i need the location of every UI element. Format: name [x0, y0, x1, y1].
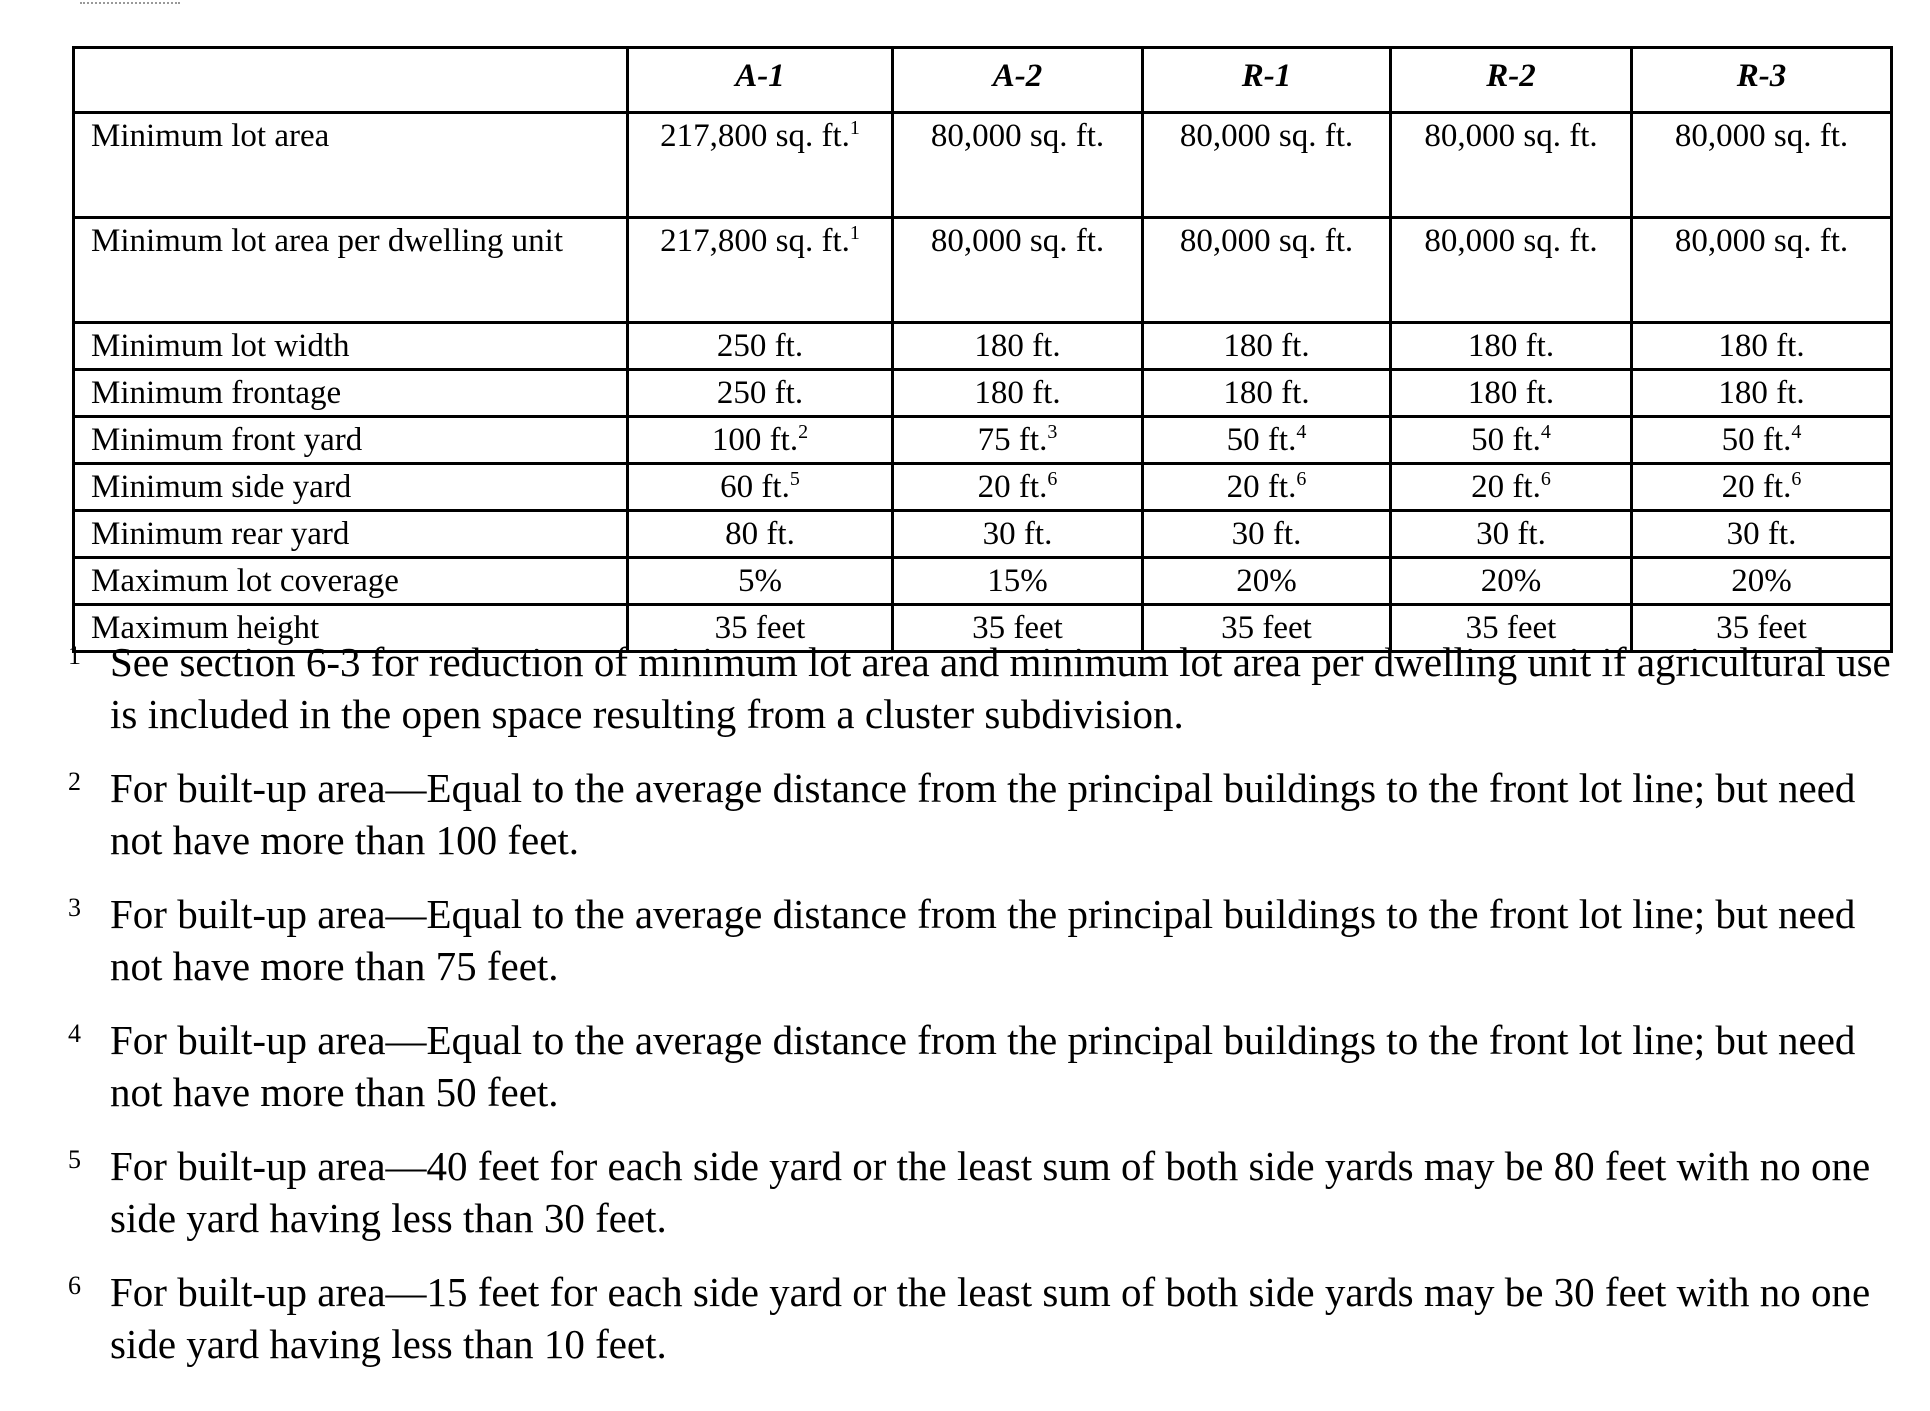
- table-cell: [1391, 558, 1632, 605]
- cell-value: 35 feet: [972, 610, 1063, 646]
- footnote-reference: 4: [1540, 421, 1551, 443]
- table-cell: [628, 218, 893, 323]
- cell-value: 80,000 sq. ft.: [930, 118, 1105, 154]
- table-cell: [1391, 464, 1632, 511]
- cell-value: 180 ft.: [1718, 328, 1805, 364]
- cell-value: 20 ft.: [977, 469, 1048, 505]
- footnote-text: For built-up area—Equal to the average distance from the principal buildings to the front lot line; but need not have more than 75 feet.: [110, 891, 1856, 989]
- footnote-mark: 2: [68, 767, 81, 796]
- cell-value: 35 feet: [1221, 610, 1312, 646]
- footnote: [60, 636, 1900, 740]
- footnote-text: For built-up area—15 feet for each side yard or the least sum of both side yards may be 30 feet with no one side yard having less than 10 feet.: [110, 1269, 1871, 1367]
- table-body: [74, 113, 1892, 652]
- cell-value: 80 ft.: [725, 516, 795, 552]
- table-cell: [1391, 113, 1632, 218]
- table-cell: [893, 323, 1143, 370]
- cell-value: 250 ft.: [716, 328, 804, 364]
- cell-value: 30 ft.: [982, 516, 1053, 552]
- cell-value: 20%: [1236, 563, 1297, 599]
- header-cell-a2: A-2: [893, 48, 1143, 113]
- footnote-mark: 4: [68, 1019, 81, 1048]
- cell-value: 250 ft.: [716, 375, 804, 411]
- table-row: [74, 511, 1892, 558]
- cell-value: 80,000 sq. ft.: [930, 223, 1105, 259]
- cell-value: 80,000 sq. ft.: [1424, 223, 1598, 259]
- table-cell: [1391, 370, 1632, 417]
- row-label: Minimum lot width: [74, 323, 628, 370]
- table-cell: [1632, 558, 1892, 605]
- table-cell: [1143, 464, 1391, 511]
- row-label: Maximum lot coverage: [74, 558, 628, 605]
- footnote-mark: 5: [68, 1145, 81, 1174]
- cell-value: 100 ft.: [711, 422, 799, 458]
- footnote-reference: 1: [849, 222, 860, 244]
- footnote-mark: 3: [68, 893, 81, 922]
- cell-value: 60 ft.: [720, 469, 790, 505]
- row-label: Minimum rear yard: [74, 511, 628, 558]
- cell-value: 5%: [738, 563, 782, 599]
- footnote-mark: 1: [68, 641, 81, 670]
- header-cell-a1: A-1: [628, 48, 893, 113]
- table-cell: [1143, 370, 1391, 417]
- cell-value: 30 ft.: [1476, 516, 1546, 552]
- table-cell: [1143, 218, 1391, 323]
- table-row: [74, 464, 1892, 511]
- footnote-reference: 2: [798, 421, 809, 443]
- cell-value: 30 ft.: [1231, 516, 1302, 552]
- table-cell: [1632, 218, 1892, 323]
- footnote-text: For built-up area—40 feet for each side yard or the least sum of both side yards may be 80 feet with no one side yard having less than 30 feet.: [110, 1143, 1871, 1241]
- footnote-reference: 4: [1296, 421, 1307, 443]
- footnote-reference: 4: [1791, 421, 1802, 443]
- table-cell: [628, 417, 893, 464]
- table-row: [74, 113, 1892, 218]
- header-cell-blank: [74, 48, 628, 113]
- cell-value: 30 ft.: [1726, 516, 1797, 552]
- row-label: Minimum front yard: [74, 417, 628, 464]
- cell-value: 180 ft.: [974, 328, 1061, 364]
- cell-value: 50 ft.: [1721, 422, 1792, 458]
- footnote: [60, 888, 1900, 992]
- footnote-reference: 5: [789, 468, 800, 490]
- table-cell: [1391, 323, 1632, 370]
- table-cell: [893, 218, 1143, 323]
- table-cell: [893, 511, 1143, 558]
- header-cell-r3: R-3: [1632, 48, 1892, 113]
- footnote-reference: 3: [1047, 421, 1058, 443]
- table-cell: [893, 417, 1143, 464]
- cell-value: 180 ft.: [1718, 375, 1805, 411]
- table-cell: [1143, 113, 1391, 218]
- cell-value: 20 ft.: [1471, 469, 1541, 505]
- table-cell: [1391, 511, 1632, 558]
- footnotes: [60, 636, 1900, 1392]
- table-cell: [893, 558, 1143, 605]
- cell-value: 50 ft.: [1471, 422, 1541, 458]
- table-cell: [893, 370, 1143, 417]
- cell-value: 20 ft.: [1721, 469, 1792, 505]
- table-cell: [628, 113, 893, 218]
- table-cell: [1391, 417, 1632, 464]
- dimensional-requirements-table: [72, 46, 1893, 653]
- table-cell: [628, 511, 893, 558]
- table-cell: [1143, 558, 1391, 605]
- cell-value: 35 feet: [1716, 610, 1807, 646]
- table-cell: [1143, 323, 1391, 370]
- cell-value: 217,800 sq. ft.: [660, 223, 850, 259]
- cell-value: 180 ft.: [1223, 375, 1310, 411]
- cell-value: 80,000 sq. ft.: [1424, 118, 1598, 154]
- cell-value: 180 ft.: [1223, 328, 1310, 364]
- row-label: Minimum lot area per dwelling unit: [74, 218, 628, 323]
- table-row: [74, 323, 1892, 370]
- row-label: Minimum side yard: [74, 464, 628, 511]
- cell-value: 80,000 sq. ft.: [1179, 118, 1354, 154]
- cell-value: 80,000 sq. ft.: [1674, 223, 1849, 259]
- table-cell: [1632, 464, 1892, 511]
- footnote: [60, 762, 1900, 866]
- table-row: [74, 370, 1892, 417]
- table-cell: [1632, 370, 1892, 417]
- table-cell: [1632, 417, 1892, 464]
- footnote-reference: 6: [1047, 468, 1058, 490]
- footnote-text: For built-up area—Equal to the average distance from the principal buildings to the front lot line; but need not have more than 50 feet.: [110, 1017, 1856, 1115]
- table-row: [74, 218, 1892, 323]
- footnote-mark: 6: [68, 1271, 81, 1300]
- footnote: [60, 1266, 1900, 1370]
- footnote: [60, 1140, 1900, 1244]
- table-cell: [893, 464, 1143, 511]
- cell-value: 15%: [987, 563, 1048, 599]
- table-cell: [1391, 218, 1632, 323]
- row-label: Minimum frontage: [74, 370, 628, 417]
- footnote: [60, 1014, 1900, 1118]
- cell-value: 20 ft.: [1226, 469, 1297, 505]
- table-cell: [1143, 417, 1391, 464]
- row-label: Maximum height: [74, 605, 628, 652]
- cell-value: 80,000 sq. ft.: [1674, 118, 1849, 154]
- cell-value: 80,000 sq. ft.: [1179, 223, 1354, 259]
- table-cell: [628, 370, 893, 417]
- header-cell-r2: R-2: [1391, 48, 1632, 113]
- table-row: [74, 558, 1892, 605]
- cell-value: 180 ft.: [974, 375, 1061, 411]
- footnote-reference: 1: [849, 117, 860, 139]
- footnote-reference: 6: [1296, 468, 1307, 490]
- cell-value: 50 ft.: [1226, 422, 1297, 458]
- cell-value: 20%: [1480, 563, 1542, 599]
- table-cell: [1632, 511, 1892, 558]
- cell-value: 75 ft.: [977, 422, 1048, 458]
- cell-value: 35 feet: [714, 610, 806, 646]
- table-cell: [628, 323, 893, 370]
- cell-value: 180 ft.: [1467, 375, 1555, 411]
- cell-value: 217,800 sq. ft.: [660, 118, 850, 154]
- cell-value: 180 ft.: [1467, 328, 1555, 364]
- header-cell-r1: R-1: [1143, 48, 1391, 113]
- row-label: Minimum lot area: [74, 113, 628, 218]
- footnote-text: See section 6-3 for reduction of minimum lot area and minimum lot area per dwelling unit if agricultural use is included in the open space resulting from a cluster subdivision.: [110, 639, 1891, 737]
- cell-value: 35 feet: [1465, 610, 1557, 646]
- footnote-reference: 6: [1540, 468, 1551, 490]
- table-cell: [893, 113, 1143, 218]
- table-cell: [628, 464, 893, 511]
- footnote-text: For built-up area—Equal to the average distance from the principal buildings to the front lot line; but need not have more than 100 feet.: [110, 765, 1856, 863]
- table-row: [74, 417, 1892, 464]
- table-header-row: [74, 48, 1892, 113]
- table-cell: [1632, 323, 1892, 370]
- table-cell: [1143, 511, 1391, 558]
- table-cell: [628, 558, 893, 605]
- table-cell: [1632, 113, 1892, 218]
- cell-value: 20%: [1731, 563, 1792, 599]
- footnote-reference: 6: [1791, 468, 1802, 490]
- page-top-fragment: [80, 0, 180, 4]
